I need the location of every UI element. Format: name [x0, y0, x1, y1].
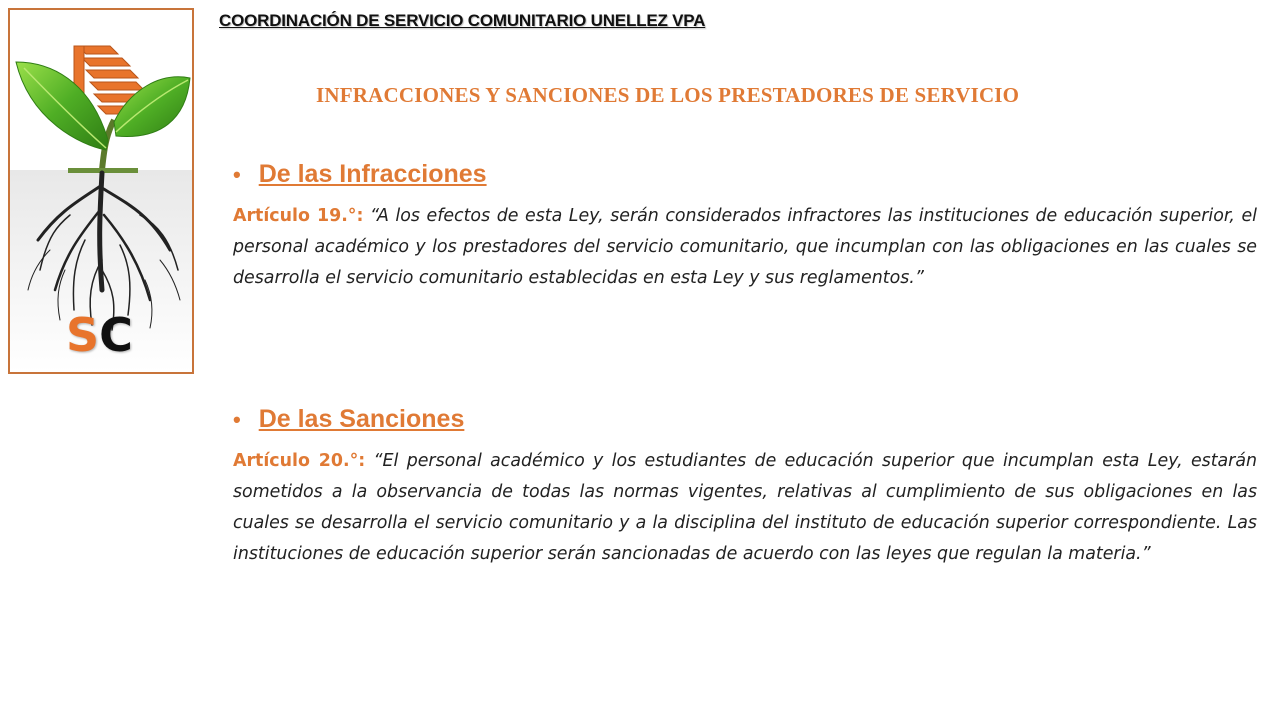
heading-text: De las Sanciones — [258, 405, 465, 433]
section-heading — [233, 160, 1257, 189]
article-text: “A los efectos de esta Ley, serán considerados infractores las instituciones de educación superior, el personal académico y los prestadores del servicio comunitario, que incumplan con las obligaciones en las cuales se desarrolla el servicio comunitario establecidas en esta Ley y sus reglamentos.” — [233, 206, 1258, 288]
article-label: Artículo 20.°: — [233, 451, 366, 471]
article-text: “El personal académico y los estudiantes de educación superior que incumplan esta Ley, estarán sometidos a la observancia de todas las normas vigentes, relativas al cumplimiento de sus obligaciones en las cuales se desarrolla el servicio comunitario y a la disciplina del instituto de educación superior correspondiente. Las instituciones de educación superior serán sancionadas de acuerdo con las leyes que regulan la materia.” — [233, 451, 1258, 564]
logo-letter-s: S — [66, 308, 100, 362]
logo-letters — [66, 308, 133, 362]
bullet-icon: • — [233, 161, 241, 187]
article-paragraph — [233, 201, 1257, 294]
article-label: Artículo 19.°: — [233, 206, 364, 226]
logo-letter-c: C — [99, 308, 133, 362]
heading-text: De las Infracciones — [258, 160, 487, 188]
section-sanciones — [233, 405, 1257, 570]
page-title: INFRACCIONES Y SANCIONES DE LOS PRESTADORES DE SERVICIO — [316, 83, 1020, 107]
section-infracciones — [233, 160, 1257, 294]
article-paragraph — [233, 446, 1257, 570]
section-heading — [233, 405, 1257, 434]
bullet-icon: • — [233, 406, 241, 432]
logo-panel — [8, 8, 194, 374]
header-title: COORDINACIÓN DE SERVICIO COMUNITARIO UNELLEZ VPA — [219, 11, 706, 30]
